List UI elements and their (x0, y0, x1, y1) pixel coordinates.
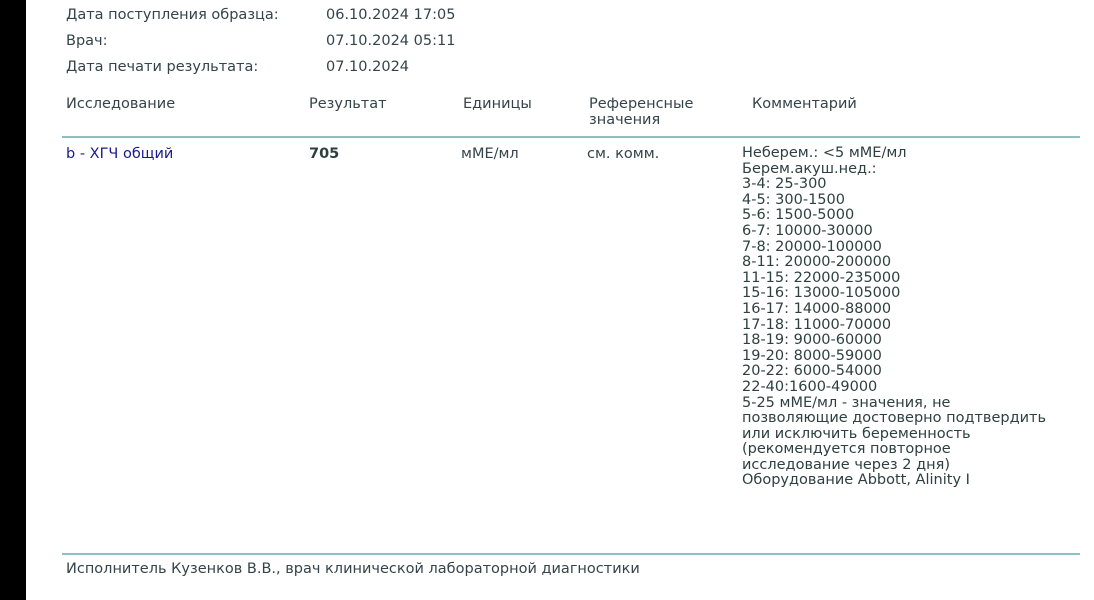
header-units: Единицы (463, 96, 532, 112)
comment-line: Берем.акуш.нед.: (742, 160, 877, 177)
comment-line: 11-15: 22000-235000 (742, 269, 901, 286)
header-reference (589, 96, 693, 128)
test-reference: см. комм. (587, 146, 660, 162)
comment-line: 5-25 мМЕ/мл - значения, не (742, 394, 951, 411)
comment-line: 16-17: 14000-88000 (742, 300, 892, 317)
comment-line: 7-8: 20000-100000 (742, 238, 882, 255)
doctor-value: 07.10.2024 05:11 (326, 33, 456, 49)
comment-line: 22-40:1600-49000 (742, 378, 878, 395)
sample-received-value: 06.10.2024 17:05 (326, 7, 456, 23)
footer-divider (62, 553, 1080, 555)
left-black-bar (0, 0, 26, 600)
header-reference-line1: Референсные (589, 96, 694, 112)
comment-line: 6-7: 10000-30000 (742, 222, 873, 239)
test-result: 705 (309, 146, 340, 162)
header-test: Исследование (66, 96, 176, 112)
test-units: мМЕ/мл (461, 146, 519, 162)
performer-signature: Исполнитель Кузенков В.В., врач клинической лабораторной диагностики (66, 561, 640, 577)
comment-line: или исключить беременность (742, 425, 971, 442)
comment-line: (рекомендуется повторное (742, 441, 951, 458)
test-comment (742, 146, 1046, 489)
comment-line: исследование через 2 дня) (742, 456, 950, 473)
comment-line: 19-20: 8000-59000 (742, 347, 882, 364)
doctor-label: Врач: (66, 33, 108, 49)
comment-line: Оборудование Abbott, Alinity I (742, 472, 970, 489)
comment-line: 8-11: 20000-200000 (742, 254, 892, 271)
comment-line: 4-5: 300-1500 (742, 191, 845, 208)
comment-line: позволяющие достоверно подтвердить (742, 410, 1047, 427)
comment-line: 17-18: 11000-70000 (742, 316, 892, 333)
comment-line: 5-6: 1500-5000 (742, 207, 855, 224)
sample-received-label: Дата поступления образца: (66, 7, 279, 23)
print-date-value: 07.10.2024 (326, 59, 410, 75)
header-reference-line2: значения (589, 112, 661, 128)
comment-line: 18-19: 9000-60000 (742, 332, 882, 349)
test-name: b - ХГЧ общий (66, 146, 174, 162)
header-comment: Комментарий (752, 96, 857, 112)
comment-line: 3-4: 25-300 (742, 176, 827, 193)
comment-line: 15-16: 13000-105000 (742, 285, 901, 302)
header-result: Результат (309, 96, 387, 112)
print-date-label: Дата печати результата: (66, 59, 259, 75)
comment-line: Неберем.: <5 мМЕ/мл (742, 145, 907, 161)
header-divider (62, 136, 1080, 138)
comment-line: 20-22: 6000-54000 (742, 363, 882, 380)
